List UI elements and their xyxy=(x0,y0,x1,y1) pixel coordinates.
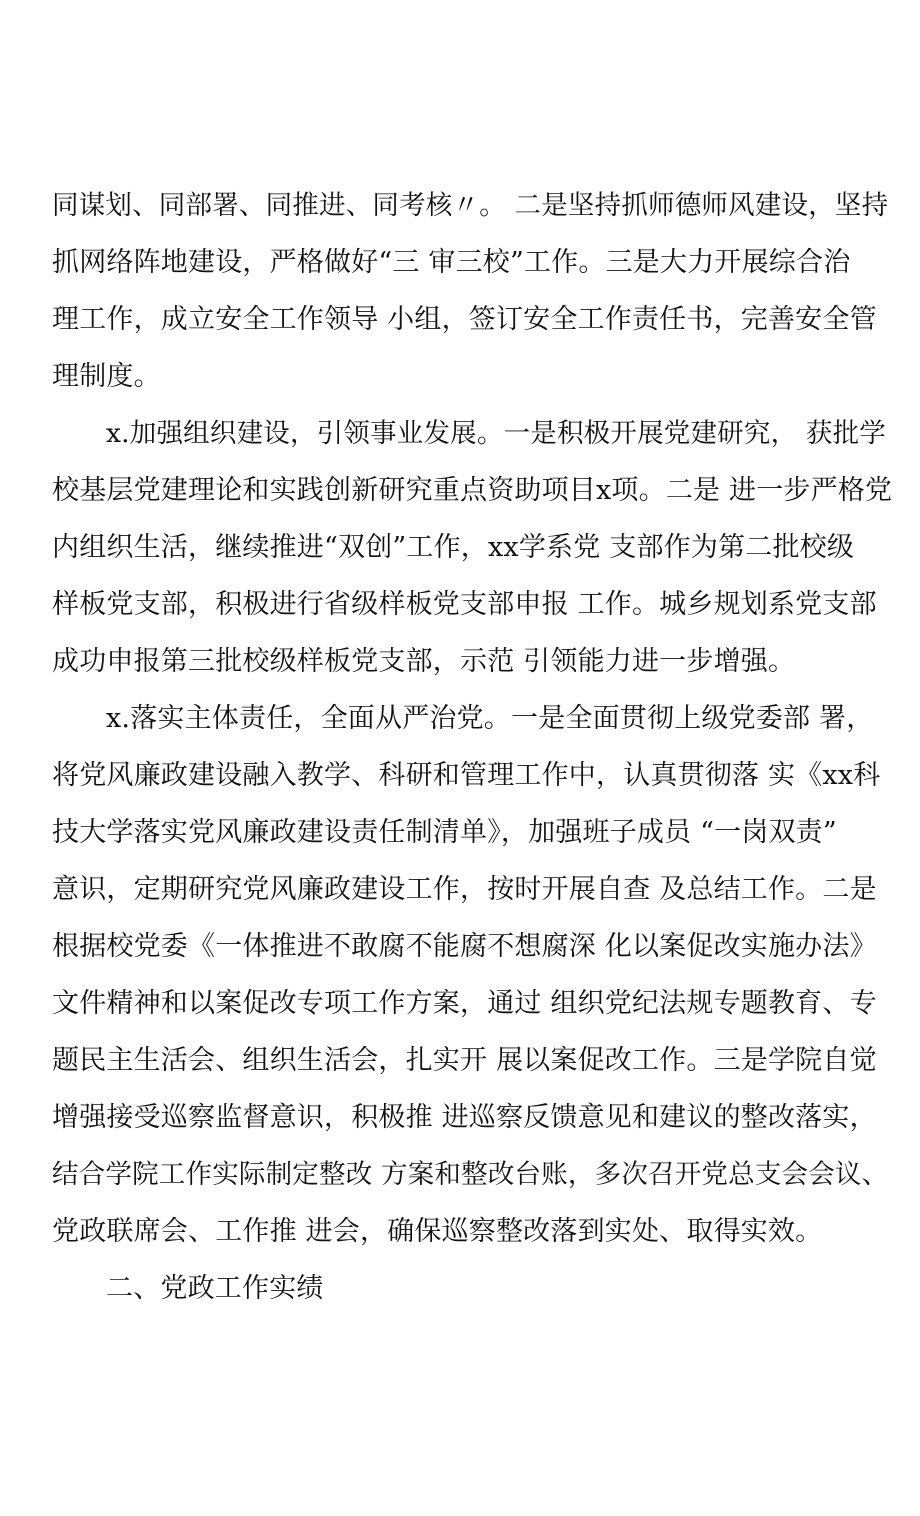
paragraph-3-line-9: 结合学院工作实际制定整改 方案和整改台账，多次召开党总支会会议、 xyxy=(52,1159,889,1190)
paragraph-3-line-7: 题民主生活会、组织生活会，扎实开 展以案促改工作。三是学院自觉 xyxy=(52,1045,877,1076)
paragraph-3-line-4: 意识，定期研究党风廉政建设工作，按时开展自查 及总结工作。二是 xyxy=(52,874,877,905)
paragraph-3-line-1: x.落实主体责任，全面从严治党。一是全面贯彻上级党委部 署， xyxy=(106,703,874,734)
paragraph-2-line-4: 样板党支部，积极进行省级样板党支部申报 工作。城乡规划系党支部 xyxy=(52,589,877,620)
paragraph-3-line-10: 党政联席会、工作推 进会，确保巡察整改落到实处、取得实效。 xyxy=(52,1216,823,1247)
paragraph-3-line-6: 文件精神和以案促改专项工作方案，通过 组织党纪法规专题教育、专 xyxy=(52,988,877,1019)
paragraph-1-line-3: 理工作，成立安全工作领导 小组，签订安全工作责任书，完善安全管 xyxy=(52,304,877,335)
paragraph-2-line-5: 成功申报第三批校级样板党支部，示范 引领能力进一步增强。 xyxy=(52,646,796,677)
paragraph-1-line-4: 理制度。 xyxy=(52,361,161,392)
paragraph-3-line-8: 增强接受巡察监督意识，积极推 进巡察反馈意见和建议的整改落实， xyxy=(52,1102,877,1133)
paragraph-2-line-2: 校基层党建理论和实践创新研究重点资助项目x项。二是 进一步严格党 xyxy=(52,475,893,506)
paragraph-3-line-5: 根据校党委《一体推进不敢腐不能腐不想腐深 化以案促改实施办法》 xyxy=(52,931,877,962)
paragraph-3-line-3: 技大学落实党风廉政建设责任制清单》，加强班子成员 “一岗双责” xyxy=(52,817,837,848)
paragraph-2-line-1: x.加强组织建设，引领事业发展。一是积极开展党建研究， 获批学 xyxy=(106,418,886,449)
paragraph-1-line-1: 同谋划、同部署、同推进、同考核〃。 二是坚持抓师德师风建设，坚持 xyxy=(52,190,889,221)
section-heading: 二、党政工作实绩 xyxy=(106,1273,324,1304)
paragraph-3-line-2: 将党风廉政建设融入教学、科研和管理工作中，认真贯彻落 实《xx科 xyxy=(52,760,881,791)
paragraph-1-line-2: 抓网络阵地建设，严格做好“三 审三校”工作。三是大力开展综合治 xyxy=(52,247,851,278)
paragraph-2-line-3: 内组织生活，继续推进“双创”工作，xx学系党 支部作为第二批校级 xyxy=(52,532,855,563)
